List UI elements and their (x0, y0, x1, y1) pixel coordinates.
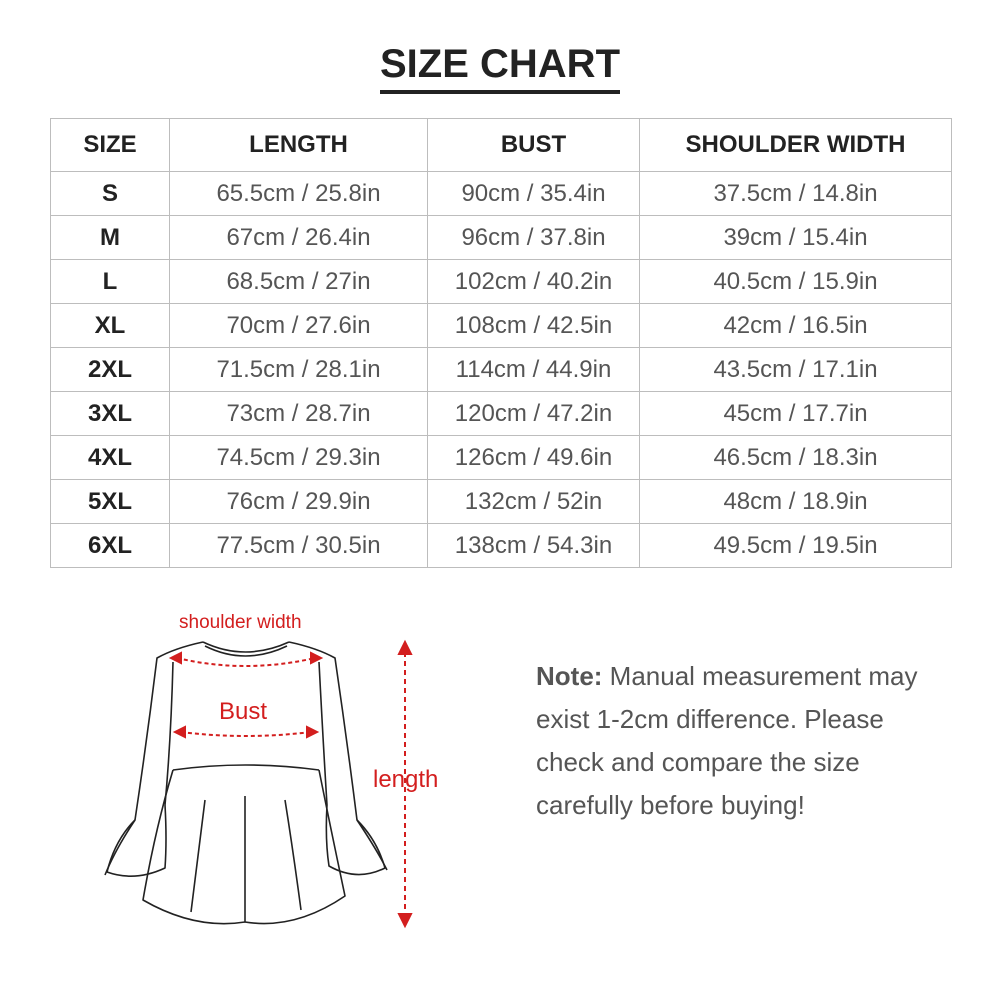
table-row (51, 216, 952, 260)
cell-size: M (51, 216, 170, 260)
column-header-shoulder-width: SHOULDER WIDTH (640, 119, 952, 172)
cell-size: L (51, 260, 170, 304)
cell-bust: 90cm / 35.4in (428, 172, 640, 216)
shoulder-width-label: shoulder width (179, 612, 302, 633)
cell-length: 65.5cm / 25.8in (170, 172, 428, 216)
column-header-bust: BUST (428, 119, 640, 172)
cell-shoulder-width: 43.5cm / 17.1in (640, 348, 952, 392)
table-header-row (51, 119, 952, 172)
cell-shoulder-width: 42cm / 16.5in (640, 304, 952, 348)
cell-length: 76cm / 29.9in (170, 480, 428, 524)
table-row (51, 436, 952, 480)
cell-bust: 138cm / 54.3in (428, 524, 640, 568)
cell-length: 70cm / 27.6in (170, 304, 428, 348)
column-header-size: SIZE (51, 119, 170, 172)
cell-bust: 102cm / 40.2in (428, 260, 640, 304)
table-row (51, 304, 952, 348)
column-header-length: LENGTH (170, 119, 428, 172)
cell-size: XL (51, 304, 170, 348)
cell-size: S (51, 172, 170, 216)
table-row (51, 524, 952, 568)
table-row (51, 260, 952, 304)
cell-length: 73cm / 28.7in (170, 392, 428, 436)
table-row (51, 172, 952, 216)
cell-shoulder-width: 46.5cm / 18.3in (640, 436, 952, 480)
measurement-note (536, 655, 956, 827)
bust-label: Bust (219, 698, 268, 725)
blouse-outline (105, 642, 387, 924)
cell-size: 4XL (51, 436, 170, 480)
size-table (50, 118, 952, 568)
cell-size: 3XL (51, 392, 170, 436)
cell-bust: 126cm / 49.6in (428, 436, 640, 480)
cell-shoulder-width: 48cm / 18.9in (640, 480, 952, 524)
table-row (51, 392, 952, 436)
cell-size: 2XL (51, 348, 170, 392)
cell-size: 5XL (51, 480, 170, 524)
cell-shoulder-width: 40.5cm / 15.9in (640, 260, 952, 304)
table-row (51, 348, 952, 392)
page-title: SIZE CHART (0, 40, 1000, 94)
cell-bust: 120cm / 47.2in (428, 392, 640, 436)
cell-bust: 114cm / 44.9in (428, 348, 640, 392)
cell-length: 74.5cm / 29.3in (170, 436, 428, 480)
cell-length: 77.5cm / 30.5in (170, 524, 428, 568)
cell-size: 6XL (51, 524, 170, 568)
garment-diagram (95, 600, 475, 940)
cell-bust: 108cm / 42.5in (428, 304, 640, 348)
cell-length: 67cm / 26.4in (170, 216, 428, 260)
table-row (51, 480, 952, 524)
note-label: Note: (536, 661, 603, 691)
cell-shoulder-width: 37.5cm / 14.8in (640, 172, 952, 216)
cell-shoulder-width: 49.5cm / 19.5in (640, 524, 952, 568)
cell-bust: 96cm / 37.8in (428, 216, 640, 260)
cell-bust: 132cm / 52in (428, 480, 640, 524)
cell-length: 71.5cm / 28.1in (170, 348, 428, 392)
cell-length: 68.5cm / 27in (170, 260, 428, 304)
cell-shoulder-width: 39cm / 15.4in (640, 216, 952, 260)
length-label: length (373, 766, 439, 793)
note-text: Manual measurement may exist 1-2cm difference. Please check and compare the size carefully before buying! (536, 661, 918, 820)
cell-shoulder-width: 45cm / 17.7in (640, 392, 952, 436)
